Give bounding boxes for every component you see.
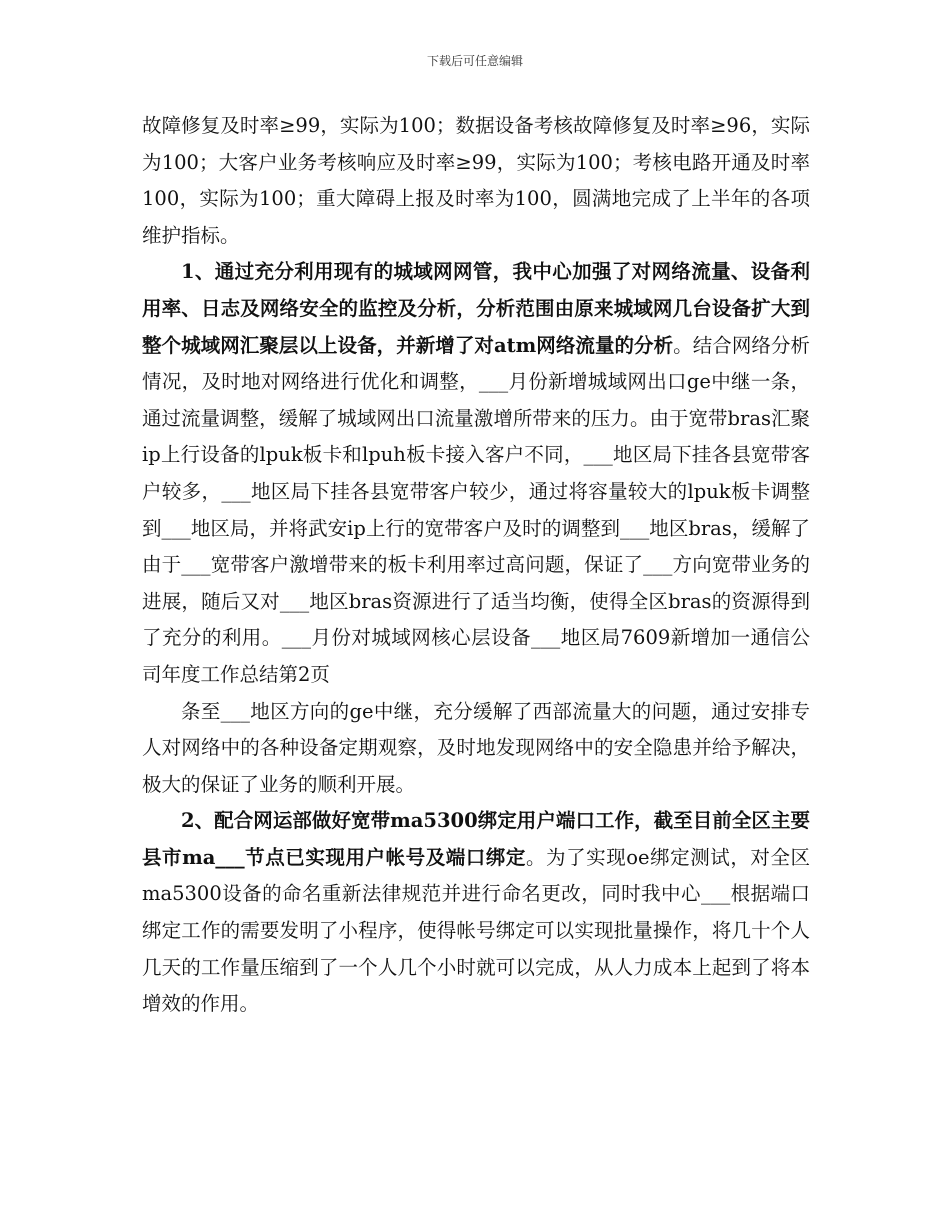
paragraph-text: 条至___地区方向的ge中继，充分缓解了西部流量大的问题，通过安排专人对网络中的各种设备定期观察，及时地发现网络中的安全隐患并给予解决，极大的保证了业务的顺利开展。: [142, 699, 810, 796]
paragraph-heading: 1、通过充分利用现有的城域网网管，我中心加强了对网络流量、设备利用率、日志及网络安全的监控及分析，分析范围由原来城域网几台设备扩大到整个城域网汇聚层以上设备，并新增了对atm网络流量的分析: [142, 260, 810, 357]
paragraph-maintenance-metrics: [142, 108, 810, 254]
document-body: [142, 108, 810, 1023]
paragraph-port-binding: [142, 803, 810, 1023]
paragraph-text: 。为了实现oe绑定测试，对全区ma5300设备的命名重新法律规范并进行命名更改，同时我中心___根据端口绑定工作的需要发明了小程序，使得帐号绑定可以实现批量操作，将几十个人几天的工作量压缩到了一个人几个小时就可以完成，从人力成本上起到了将本增效的作用。: [142, 845, 810, 1016]
paragraph-ge-relay: [142, 694, 810, 804]
paragraph-text: 故障修复及时率≥99，实际为100；数据设备考核故障修复及时率≥96，实际为100；大客户业务考核响应及时率≥99，实际为100；考核电路开通及时率100，实际为100；重大障碍上报及时率为100，圆满地完成了上半年的各项维护指标。: [142, 114, 810, 247]
page-header: 下载后可任意编辑: [426, 54, 523, 68]
paragraph-text: 。结合网络分析情况，及时地对网络进行优化和调整，___月份新增城域网出口ge中继一条，通过流量调整，缓解了城域网出口流量激增所带来的压力。由于宽带bras汇聚ip上行设备的lpuk板卡和lpuh板卡接入客户不同，___地区局下挂各县宽带客户较多，___地区局下挂各县宽带客户较少，通过将容量较大的lpuk板卡调整到___地区局，并将武安ip上行的宽带客户及时的调整到___地区bras，缓解了由于___宽带客户激增带来的板卡利用率过高问题，保证了___方向宽带业务的进展，随后又对___地区bras资源进行了适当均衡，使得全区bras的资源得到了充分的利用。___月份对城域网核心层设备___地区局7609新增加一通信公司年度工作总结第2页: [142, 333, 810, 686]
paragraph-network-monitoring: [142, 254, 810, 693]
paragraph-heading: 2、配合网运部做好宽带ma5300绑定用户端口工作，截至目前全区主要县市ma___节点已实现用户帐号及端口绑定: [142, 809, 810, 869]
